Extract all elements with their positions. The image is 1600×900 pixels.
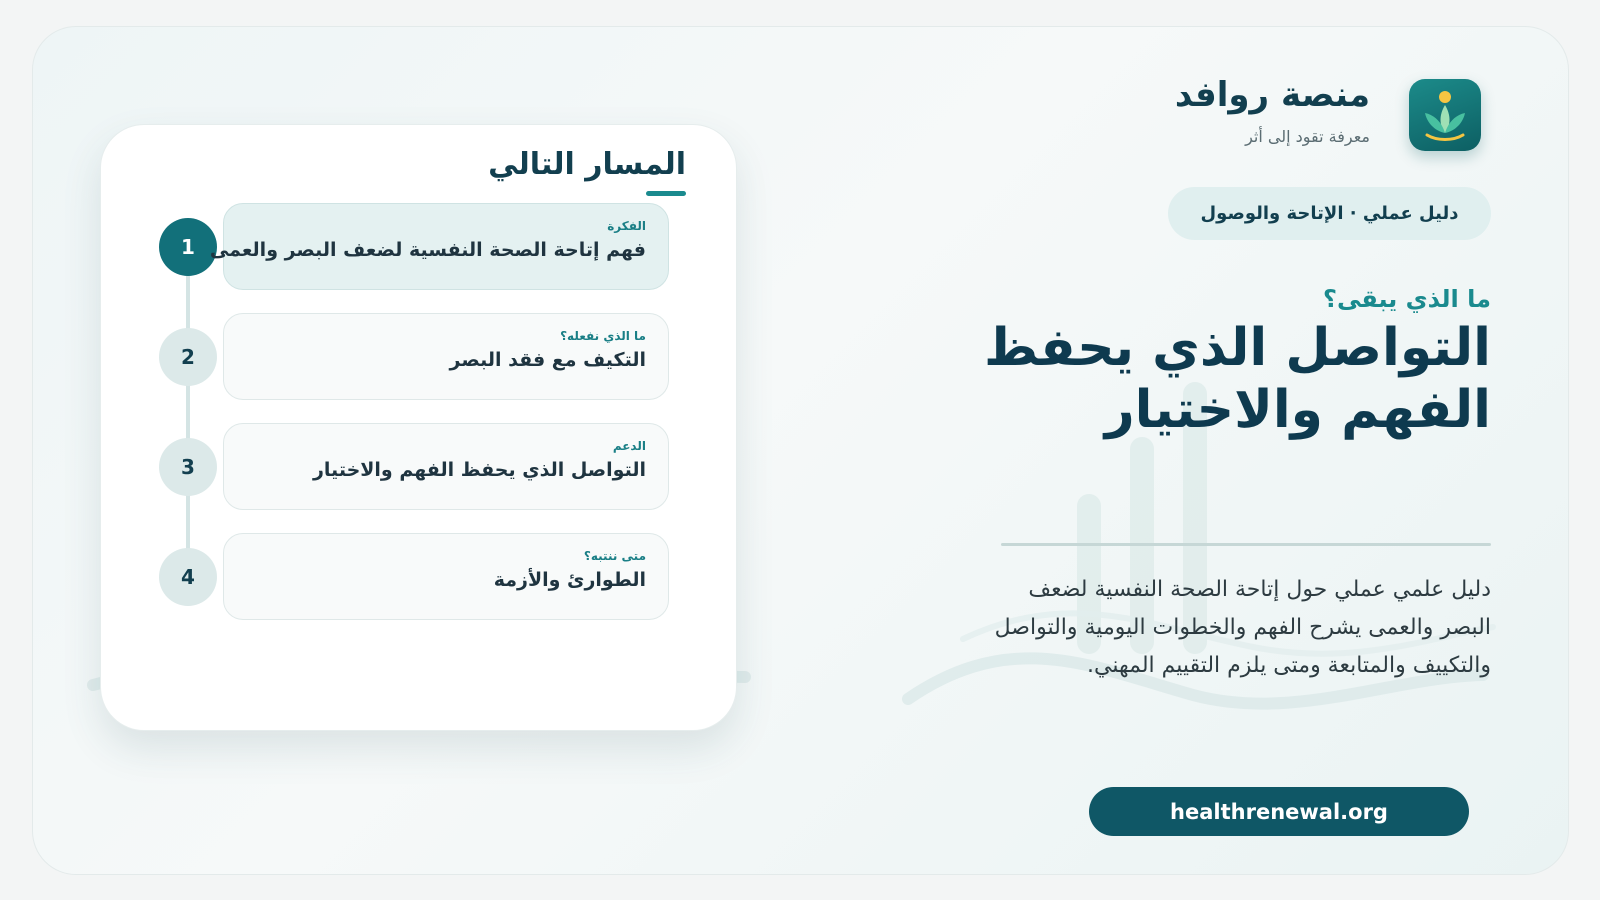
card-title: المسار التالي [488,147,686,182]
steps-connector-line [186,245,190,575]
step-title: فهم إتاحة الصحة النفسية لضعف البصر والعمى [209,239,646,261]
description: دليل علمي عملي حول إتاحة الصحة النفسية لضعف البصر والعمى يشرح الفهم والخطوات اليومية والتواصل والتكييف والمتابعة ومتى يلزم التقييم المهني. [994,577,1491,678]
brand-logo [1409,79,1481,151]
headline-line-1: التواصل الذي يحفظ [983,318,1491,378]
step-number-2[interactable]: 2 [159,328,217,386]
next-path-card [100,124,737,731]
step-item-1[interactable] [209,203,669,290]
category-pill: دليل عملي · الإتاحة والوصول [1168,187,1491,240]
step-title: التواصل الذي يحفظ الفهم والاختيار [312,459,646,481]
step-title: التكيف مع فقد البصر [449,349,646,371]
step-label: متى ننتبه؟ [583,549,646,563]
divider [1001,543,1491,546]
brand-tagline: معرفة تقود إلى أثر [1245,127,1370,146]
step-item-4[interactable] [223,533,669,620]
step-label: ما الذي نفعله؟ [560,329,646,343]
step-number-1[interactable]: 1 [159,218,217,276]
page-frame [32,26,1569,875]
card-title-underline [646,191,686,196]
step-item-3[interactable] [223,423,669,510]
question-heading: ما الذي يبقى؟ [1323,285,1491,313]
step-number-4[interactable]: 4 [159,548,217,606]
step-title: الطوارئ والأزمة [493,569,646,591]
brand-name: منصة روافد [1174,75,1370,115]
step-item-2[interactable] [223,313,669,400]
step-label: الفكرة [607,219,646,233]
step-label: الدعم [612,439,646,453]
headline [971,317,1491,441]
step-number-3[interactable]: 3 [159,438,217,496]
website-button[interactable]: healthrenewal.org [1089,787,1469,836]
headline-line-2: الفهم والاختيار [1104,380,1491,440]
lotus-logo-icon [1409,79,1481,151]
